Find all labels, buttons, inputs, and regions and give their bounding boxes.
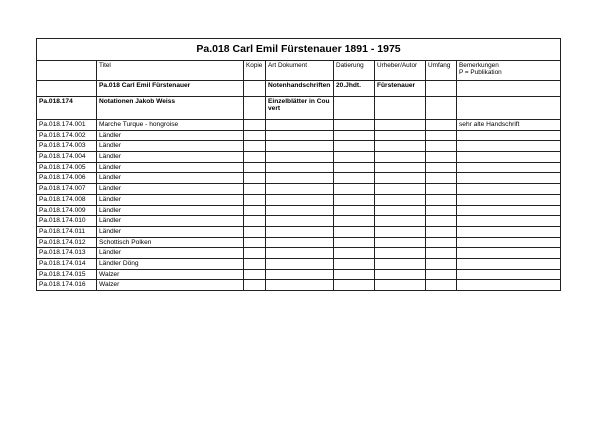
header-umfang: Umfang <box>426 61 457 81</box>
item-urheber <box>375 269 426 280</box>
item-bemerkungen: sehr alte Handschrift <box>457 120 561 131</box>
item-titel: Schottisch Polken <box>97 237 244 248</box>
header-urheber: Urheber/Autor <box>375 61 426 81</box>
table-row <box>37 216 561 227</box>
item-umfang <box>426 120 457 131</box>
item-kopie <box>244 130 266 141</box>
table-row <box>37 194 561 205</box>
item-bemerkungen <box>457 205 561 216</box>
collection-kopie <box>244 81 266 97</box>
item-umfang <box>426 152 457 163</box>
table-row <box>37 173 561 184</box>
item-umfang <box>426 248 457 259</box>
item-umfang <box>426 258 457 269</box>
item-titel: Ländler <box>97 152 244 163</box>
item-signature: Pa.018.174.011 <box>37 226 97 237</box>
table-row <box>37 258 561 269</box>
item-kopie <box>244 258 266 269</box>
item-titel: Ländler <box>97 162 244 173</box>
collection-umfang <box>426 81 457 97</box>
item-bemerkungen <box>457 269 561 280</box>
group-urheber <box>375 97 426 120</box>
item-umfang <box>426 162 457 173</box>
header-datierung: Datierung <box>334 61 375 81</box>
item-art-dokument <box>266 152 334 163</box>
item-umfang <box>426 194 457 205</box>
table-row <box>37 248 561 259</box>
item-umfang <box>426 173 457 184</box>
collection-urheber: Fürstenauer <box>375 81 426 97</box>
item-signature: Pa.018.174.003 <box>37 141 97 152</box>
item-bemerkungen <box>457 184 561 195</box>
item-kopie <box>244 269 266 280</box>
item-titel: Ländler <box>97 141 244 152</box>
item-titel: Ländler <box>97 205 244 216</box>
item-titel: Walzer <box>97 269 244 280</box>
item-datierung <box>334 141 375 152</box>
item-art-dokument <box>266 120 334 131</box>
collection-datierung: 20.Jhdt. <box>334 81 375 97</box>
header-bemerkungen <box>457 61 561 81</box>
document-title: Pa.018 Carl Emil Fürstenauer 1891 - 1975 <box>37 39 561 61</box>
item-bemerkungen <box>457 141 561 152</box>
collection-bemerkungen <box>457 81 561 97</box>
item-titel: Ländler <box>97 194 244 205</box>
item-kopie <box>244 152 266 163</box>
header-signature <box>37 61 97 81</box>
item-signature: Pa.018.174.009 <box>37 205 97 216</box>
item-bemerkungen <box>457 130 561 141</box>
item-art-dokument <box>266 162 334 173</box>
item-art-dokument <box>266 216 334 227</box>
item-art-dokument <box>266 173 334 184</box>
item-urheber <box>375 237 426 248</box>
item-urheber <box>375 226 426 237</box>
collection-signature <box>37 81 97 97</box>
group-signature: Pa.018.174 <box>37 97 97 120</box>
header-bemerkungen-line1: Bemerkungen <box>459 62 499 69</box>
item-kopie <box>244 237 266 248</box>
header-art-dokument: Art Dokument <box>266 61 334 81</box>
item-datierung <box>334 237 375 248</box>
item-art-dokument <box>266 248 334 259</box>
item-titel: Ländler <box>97 184 244 195</box>
item-art-dokument <box>266 258 334 269</box>
item-kopie <box>244 184 266 195</box>
item-bemerkungen <box>457 226 561 237</box>
collection-row <box>37 81 561 97</box>
item-signature: Pa.018.174.015 <box>37 269 97 280</box>
group-row <box>37 97 561 120</box>
item-signature: Pa.018.174.010 <box>37 216 97 227</box>
item-bemerkungen <box>457 248 561 259</box>
item-signature: Pa.018.174.008 <box>37 194 97 205</box>
item-signature: Pa.018.174.001 <box>37 120 97 131</box>
item-umfang <box>426 205 457 216</box>
item-signature: Pa.018.174.007 <box>37 184 97 195</box>
item-kopie <box>244 162 266 173</box>
item-datierung <box>334 120 375 131</box>
table-row <box>37 280 561 291</box>
group-titel: Notationen Jakob Weiss <box>97 97 244 120</box>
item-signature: Pa.018.174.013 <box>37 248 97 259</box>
item-kopie <box>244 205 266 216</box>
group-datierung <box>334 97 375 120</box>
table-row <box>37 120 561 131</box>
item-art-dokument <box>266 280 334 291</box>
table-row <box>37 205 561 216</box>
item-urheber <box>375 205 426 216</box>
inventory-table <box>36 38 561 291</box>
item-signature: Pa.018.174.014 <box>37 258 97 269</box>
item-urheber <box>375 152 426 163</box>
header-row <box>37 61 561 81</box>
table-row <box>37 226 561 237</box>
item-bemerkungen <box>457 173 561 184</box>
item-urheber <box>375 258 426 269</box>
item-umfang <box>426 269 457 280</box>
item-umfang <box>426 280 457 291</box>
item-bemerkungen <box>457 194 561 205</box>
item-art-dokument <box>266 184 334 195</box>
item-art-dokument <box>266 141 334 152</box>
item-bemerkungen <box>457 258 561 269</box>
item-signature: Pa.018.174.004 <box>37 152 97 163</box>
item-kopie <box>244 216 266 227</box>
item-datierung <box>334 173 375 184</box>
item-signature: Pa.018.174.002 <box>37 130 97 141</box>
item-umfang <box>426 184 457 195</box>
item-kopie <box>244 120 266 131</box>
item-kopie <box>244 141 266 152</box>
item-datierung <box>334 216 375 227</box>
header-titel: Titel <box>97 61 244 81</box>
table-row <box>37 184 561 195</box>
table-row <box>37 130 561 141</box>
item-kopie <box>244 226 266 237</box>
item-urheber <box>375 248 426 259</box>
item-urheber <box>375 130 426 141</box>
item-art-dokument <box>266 226 334 237</box>
table-row <box>37 269 561 280</box>
table-row <box>37 237 561 248</box>
item-bemerkungen <box>457 280 561 291</box>
header-kopie: Kopie <box>244 61 266 81</box>
item-bemerkungen <box>457 237 561 248</box>
item-bemerkungen <box>457 162 561 173</box>
item-urheber <box>375 173 426 184</box>
item-urheber <box>375 141 426 152</box>
table-row <box>37 162 561 173</box>
collection-titel: Pa.018 Carl Emil Fürstenauer <box>97 81 244 97</box>
item-signature: Pa.018.174.006 <box>37 173 97 184</box>
group-art: Einzelblätter in Couvert <box>266 97 334 120</box>
item-umfang <box>426 226 457 237</box>
item-signature: Pa.018.174.016 <box>37 280 97 291</box>
item-titel: Ländler <box>97 130 244 141</box>
item-titel: Walzer <box>97 280 244 291</box>
title-row <box>37 39 561 61</box>
group-kopie <box>244 97 266 120</box>
item-art-dokument <box>266 269 334 280</box>
item-kopie <box>244 194 266 205</box>
item-bemerkungen <box>457 152 561 163</box>
item-art-dokument <box>266 194 334 205</box>
item-datierung <box>334 194 375 205</box>
item-signature: Pa.018.174.012 <box>37 237 97 248</box>
item-titel: Ländler <box>97 173 244 184</box>
item-urheber <box>375 184 426 195</box>
item-titel: Marche Turque - hongroise <box>97 120 244 131</box>
item-umfang <box>426 130 457 141</box>
item-kopie <box>244 173 266 184</box>
item-umfang <box>426 141 457 152</box>
item-urheber <box>375 216 426 227</box>
item-art-dokument <box>266 237 334 248</box>
item-datierung <box>334 162 375 173</box>
item-umfang <box>426 216 457 227</box>
item-art-dokument <box>266 205 334 216</box>
item-titel: Ländler <box>97 226 244 237</box>
group-umfang <box>426 97 457 120</box>
item-datierung <box>334 152 375 163</box>
item-urheber <box>375 162 426 173</box>
item-umfang <box>426 237 457 248</box>
item-kopie <box>244 280 266 291</box>
item-signature: Pa.018.174.005 <box>37 162 97 173</box>
item-datierung <box>334 269 375 280</box>
item-kopie <box>244 248 266 259</box>
collection-art: Notenhandschriften <box>266 81 334 97</box>
item-bemerkungen <box>457 216 561 227</box>
item-titel: Ländler <box>97 248 244 259</box>
item-datierung <box>334 280 375 291</box>
table-row <box>37 141 561 152</box>
item-art-dokument <box>266 130 334 141</box>
item-datierung <box>334 258 375 269</box>
item-urheber <box>375 280 426 291</box>
item-urheber <box>375 120 426 131</box>
item-datierung <box>334 184 375 195</box>
item-titel: Ländler Döng <box>97 258 244 269</box>
table-row <box>37 152 561 163</box>
item-titel: Ländler <box>97 216 244 227</box>
item-urheber <box>375 194 426 205</box>
item-datierung <box>334 205 375 216</box>
item-datierung <box>334 248 375 259</box>
header-bemerkungen-line2: P = Publikation <box>459 69 502 77</box>
item-datierung <box>334 226 375 237</box>
item-datierung <box>334 130 375 141</box>
group-bemerkungen <box>457 97 561 120</box>
